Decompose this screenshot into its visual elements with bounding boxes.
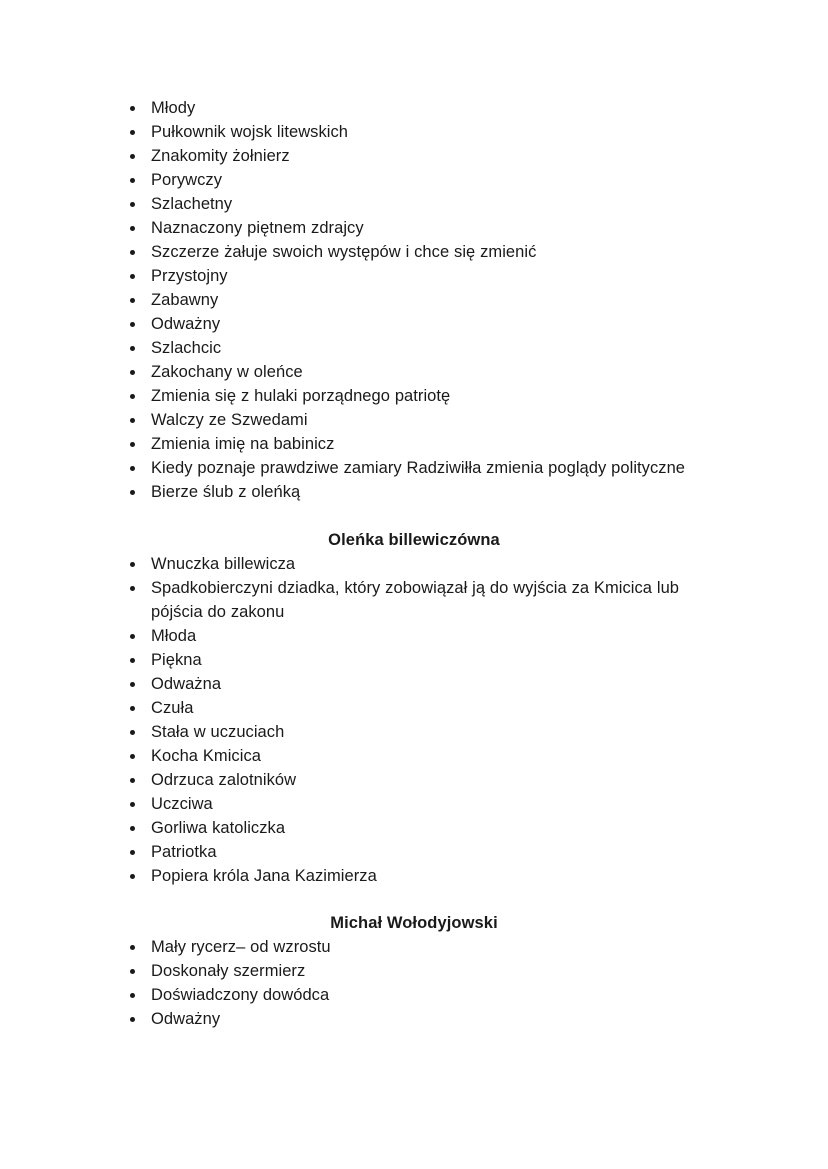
list-item: Odważny <box>123 1007 705 1031</box>
list-item: Zakochany w oleńce <box>123 360 705 384</box>
list-item: Bierze ślub z oleńką <box>123 480 705 504</box>
list-item: Odrzuca zalotników <box>123 768 705 792</box>
section-gap <box>123 504 705 528</box>
list-item: Spadkobierczyni dziadka, który zobowiązał ją do wyjścia za Kmicica lub pójścia do zakonu <box>123 576 705 624</box>
list-item: Szczerze żałuje swoich występów i chce się zmienić <box>123 240 705 264</box>
list-item: Naznaczony piętnem zdrajcy <box>123 216 705 240</box>
list-item: Kiedy poznaje prawdziwe zamiary Radziwiłła zmienia poglądy polityczne <box>123 456 705 480</box>
list-item: Walczy ze Szwedami <box>123 408 705 432</box>
character-trait-list-wolodyjowski <box>123 935 705 1031</box>
list-item: Młoda <box>123 624 705 648</box>
list-item: Gorliwa katoliczka <box>123 816 705 840</box>
list-item: Doskonały szermierz <box>123 959 705 983</box>
list-item: Patriotka <box>123 840 705 864</box>
list-item: Szlachetny <box>123 192 705 216</box>
list-item: Wnuczka billewicza <box>123 552 705 576</box>
list-item: Doświadczony dowódca <box>123 983 705 1007</box>
section-gap <box>123 888 705 911</box>
list-item: Kocha Kmicica <box>123 744 705 768</box>
list-item: Szlachcic <box>123 336 705 360</box>
list-item: Mały rycerz– od wzrostu <box>123 935 705 959</box>
list-item: Młody <box>123 96 705 120</box>
list-item: Uczciwa <box>123 792 705 816</box>
character-trait-list-olenka <box>123 552 705 888</box>
list-item: Zmienia się z hulaki porządnego patriotę <box>123 384 705 408</box>
list-item: Popiera króla Jana Kazimierza <box>123 864 705 888</box>
list-item: Odważna <box>123 672 705 696</box>
list-item: Znakomity żołnierz <box>123 144 705 168</box>
list-item: Zmienia imię na babinicz <box>123 432 705 456</box>
list-item: Czuła <box>123 696 705 720</box>
list-item: Stała w uczuciach <box>123 720 705 744</box>
list-item: Przystojny <box>123 264 705 288</box>
list-item: Odważny <box>123 312 705 336</box>
character-trait-list-kmicic <box>123 96 705 504</box>
section-heading-olenka: Oleńka billewiczówna <box>328 531 500 549</box>
list-item: Pułkownik wojsk litewskich <box>123 120 705 144</box>
list-item: Piękna <box>123 648 705 672</box>
section-heading-wolodyjowski: Michał Wołodyjowski <box>330 914 498 932</box>
list-item: Zabawny <box>123 288 705 312</box>
document-body <box>123 96 705 1031</box>
list-item: Porywczy <box>123 168 705 192</box>
